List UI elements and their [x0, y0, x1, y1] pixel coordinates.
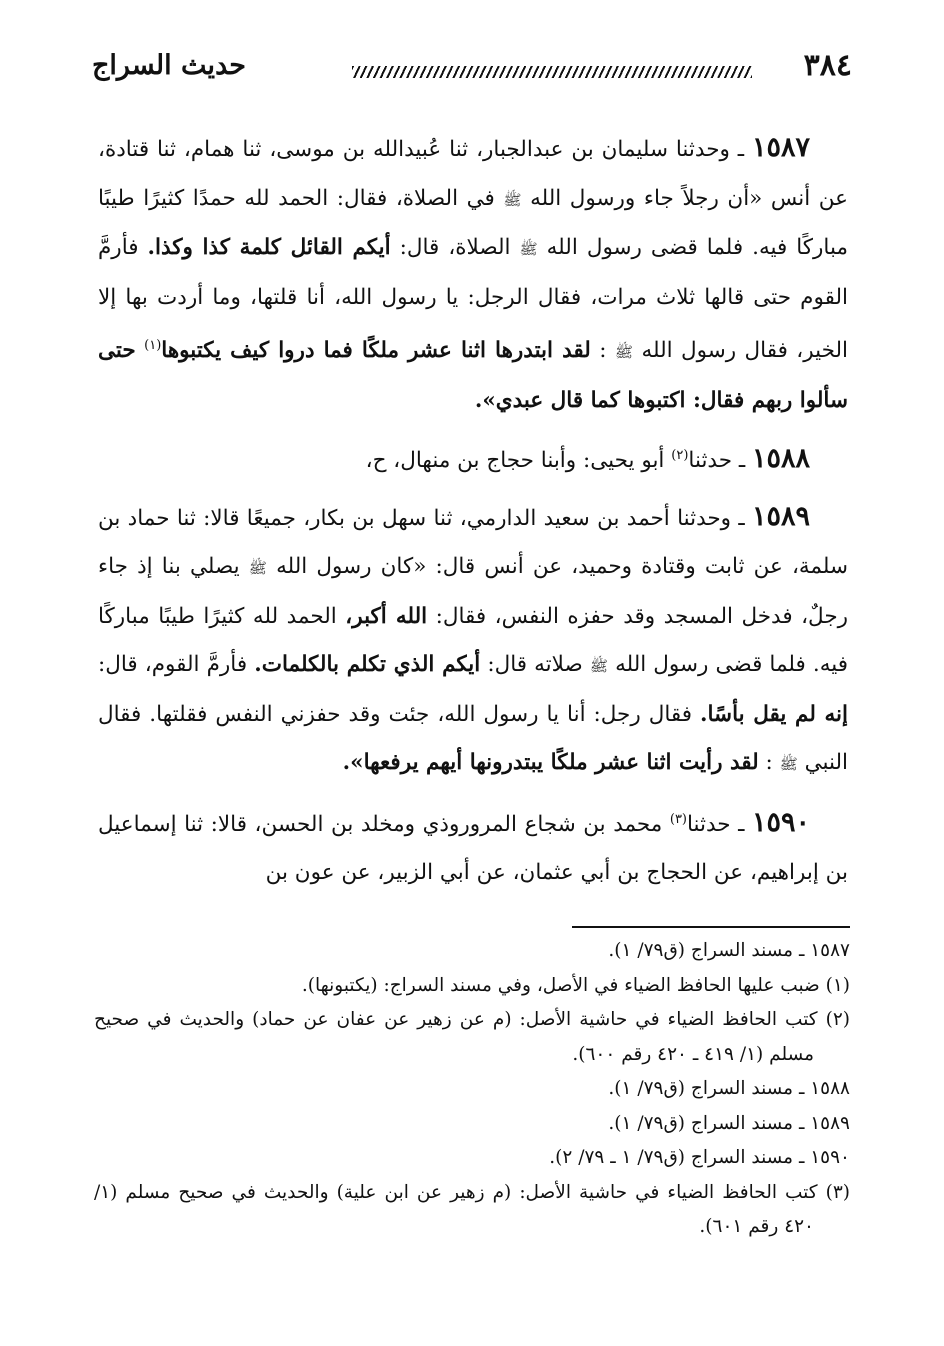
hadith-1588: [98, 432, 848, 486]
hadith-text: الحمد لله كثيرًا طيبًا مباركًا فيه. فلما قضى رسول الله: [98, 603, 849, 678]
hadith-bold-text: لقد ابتدرها اثنا عشر ملكًا فما دروا كيف يكتبوها: [161, 338, 591, 364]
hadith-bold-text: أيكم الذي تكلم بالكلمات.: [254, 652, 481, 678]
footnote-divider: [572, 926, 850, 928]
footnote: (٣) كتب الحافظ الضياء في حاشية الأصل: (م زهير عن ابن علية) والحديث في صحيح مسلم (١/ ٤٢٠ رقم ٦٠١).: [94, 1181, 850, 1237]
hadith-number: ١٥٩٠: [751, 806, 810, 838]
hadith-text: فأرمَّ القوم حتى قالها ثلاث مرات، فقال الرجل: يا رسول الله، أنا قلتها، وما أردت بها إلا الخير، فقال رسول الله: [98, 235, 848, 364]
salutation-symbol: ﷺ: [589, 657, 608, 676]
hadith-number: ١٥٨٨: [751, 443, 810, 475]
hadith-text: يصلي بنا إذ جاء رجلٌ، فدخل المسجد وقد حفزه النفس، فقال:: [98, 554, 849, 629]
footnote-ref: (٣): [669, 811, 687, 827]
hadith-text: ـ حدثنا: [687, 811, 745, 837]
hadith-bold-text: حتى سألوا ربهم فقال: اكتبوها كما قال عبدي».: [98, 338, 848, 413]
salutation-symbol: ﷺ: [614, 343, 634, 362]
hadith-text: :: [765, 750, 773, 776]
salutation-symbol: ﷺ: [248, 559, 267, 578]
hadith-text: ـ حدثنا: [688, 448, 746, 474]
footnote: (١) ضبب عليها الحافظ الضياء في الأصل، وفي مسند السراج: (يكتبونها).: [301, 974, 850, 996]
hadith-number: ١٥٨٧: [751, 132, 810, 163]
main-text: [98, 124, 848, 905]
hadith-bold-text: لقد رأيت اثنا عشر ملكًا يبتدرونها أيهم يرفعها».: [342, 750, 759, 776]
page-number: ٣٨٤: [803, 48, 852, 83]
hadith-text: صلاته قال:: [487, 652, 583, 678]
footnotes: [94, 934, 850, 1245]
hadith-text: محمد بن شجاع المروروذي ومخلد بن الحسن، قالا: ثنا إسماعيل بن إبراهيم، عن الحجاج بن أبي عثمان، عن أبي الزبير، عن عون بن: [98, 811, 848, 886]
hadith-number: ١٥٨٩: [751, 500, 810, 532]
hadith-1587: [98, 124, 848, 425]
running-title: حديث السراج: [92, 50, 246, 81]
footnote: ١٥٨٨ ـ مسند السراج (ق٧٩/ ١).: [608, 1078, 850, 1099]
hadith-text: :: [599, 338, 607, 364]
hadith-1590: [98, 796, 848, 898]
hadith-text: ـ وحدثنا سليمان بن عبدالجبار، ثنا عُبيدالله بن موسى، ثنا همام، ثنا قتادة، عن أنس «أن رجلاً جاء ورسول الله: [98, 137, 848, 211]
salutation-symbol: ﷺ: [519, 240, 538, 258]
header-ornament: [352, 66, 752, 78]
hadith-text: فأرمَّ القوم، قال:: [98, 652, 248, 678]
hadith-bold-text: الله أكبر،: [345, 603, 428, 629]
salutation-symbol: ﷺ: [779, 755, 798, 774]
hadith-text: فقال رجل: أنا يا رسول الله، جئت وقد حفزني النفس فقلتها. فقال النبي: [98, 701, 848, 776]
footnote: (٢) كتب الحافظ الضياء في حاشية الأصل: (م عن زهير عن عفان عن حماد) والحديث في صحيح مسلم (١/ ٤١٩ ـ ٤٢٠ رقم ٦٠٠).: [94, 1009, 850, 1065]
footnote: ١٥٨٧ ـ مسند السراج (ق٧٩/ ١).: [608, 940, 850, 961]
salutation-symbol: ﷺ: [503, 190, 522, 209]
footnote: ١٥٩٠ ـ مسند السراج (ق٧٩/ ١ ـ ٧٩/ ٢).: [549, 1147, 850, 1168]
hadith-text: الصلاة، قال:: [399, 235, 511, 260]
footnote-ref: (٢): [671, 448, 689, 464]
hadith-bold-text: أيكم القائل كلمة كذا وكذا.: [147, 235, 391, 260]
hadith-text: ـ وحدثنا أحمد بن سعيد الدارمي، ثنا سهل بن بكار، جميعًا قالا: ثنا حماد بن سلمة، عن ثابت وقتادة وحميد، عن أنس قال: «كان رسول الله: [98, 505, 848, 580]
footnote: ١٥٨٩ ـ مسند السراج (ق٧٩/ ١).: [608, 1112, 850, 1134]
hadith-text: أبو يحيى: وأبنا حجاج بن منهال، ح،: [365, 448, 665, 474]
hadith-bold-text: إنه لم يقل بأسًا.: [700, 701, 848, 727]
hadith-text: في الصلاة، فقال: الحمد لله حمدًا كثيرًا طيبًا مباركًا فيه. فلما قضى رسول الله: [98, 185, 848, 260]
hadith-1589: [98, 493, 848, 789]
footnote-ref: (١): [144, 338, 162, 353]
page-header: [92, 48, 852, 92]
